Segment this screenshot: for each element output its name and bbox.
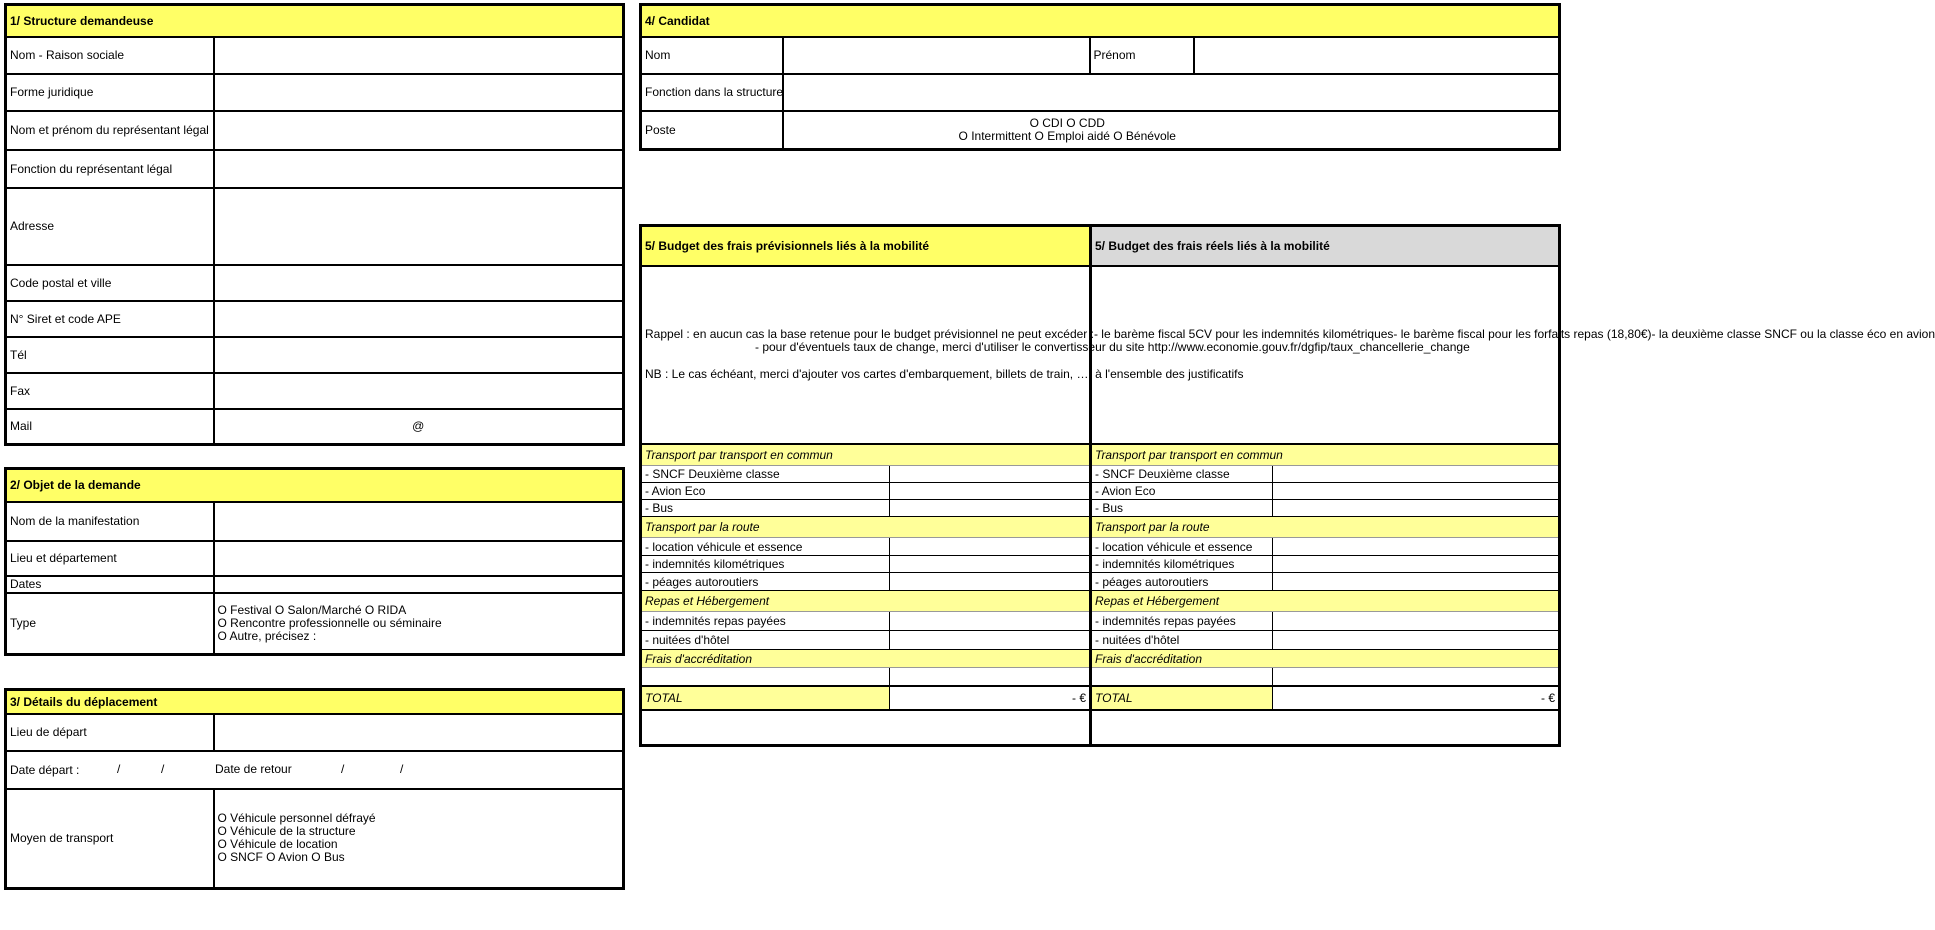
date-separator: / <box>161 761 165 776</box>
amount-field[interactable] <box>1273 483 1560 500</box>
line-label: - indemnités repas payées <box>1091 612 1273 631</box>
section-candidat <box>639 3 1561 151</box>
line-label: - Bus <box>1091 500 1273 517</box>
category-label: Repas et Hébergement <box>641 591 1091 612</box>
line-label: - SNCF Deuxième classe <box>641 466 890 483</box>
category-label: Transport par la route <box>641 517 1091 538</box>
section-title: 4/ Candidat <box>641 5 1560 37</box>
section-title: 2/ Objet de la demande <box>6 469 624 502</box>
rappel-note <box>641 266 1935 444</box>
fonction-representant-field[interactable] <box>214 150 624 188</box>
date-depart-label: Date départ : <box>10 762 80 777</box>
total-label: TOTAL <box>641 686 890 710</box>
line-label: - nuitées d'hôtel <box>1091 631 1273 650</box>
blank-row <box>1091 710 1560 746</box>
poste-option-line[interactable]: O CDI O CDD <box>1029 115 1105 130</box>
line-label: - péages autoroutiers <box>641 573 890 591</box>
amount-field[interactable] <box>890 466 1091 483</box>
type-option[interactable]: O Rencontre professionnelle ou séminaire <box>217 615 442 630</box>
moyen-option[interactable]: O Véhicule de la structure <box>217 824 356 839</box>
blank-area <box>1091 266 1560 444</box>
moyen-option[interactable]: O Véhicule de location <box>217 837 338 852</box>
amount-field[interactable] <box>1273 466 1560 483</box>
line-label: - SNCF Deuxième classe <box>1091 466 1273 483</box>
line-label: - indemnités repas payées <box>641 612 890 631</box>
amount-field[interactable] <box>890 500 1091 517</box>
accreditation-label-field[interactable] <box>641 668 890 686</box>
prenom-field[interactable] <box>1194 37 1560 74</box>
row-label: Nom - Raison sociale <box>6 37 214 74</box>
raison-sociale-field[interactable] <box>214 37 624 74</box>
amount-field[interactable] <box>1273 538 1560 556</box>
adresse-field[interactable] <box>214 188 624 265</box>
row-label: Lieu et département <box>6 541 214 576</box>
row-label: Adresse <box>6 188 214 265</box>
lieu-depart-field[interactable] <box>214 714 624 751</box>
tel-field[interactable] <box>214 337 624 373</box>
line-label: - location véhicule et essence <box>1091 538 1273 556</box>
row-label: Mail <box>6 409 214 445</box>
line-label: - location véhicule et essence <box>641 538 890 556</box>
total-value: - € <box>1273 686 1560 710</box>
amount-field[interactable] <box>890 483 1091 500</box>
total-label: TOTAL <box>1091 686 1273 710</box>
row-label: Fonction dans la structure <box>641 74 783 111</box>
fonction-field[interactable] <box>783 74 1560 111</box>
row-label: N° Siret et code APE <box>6 301 214 337</box>
row-label: Lieu de départ <box>6 714 214 751</box>
amount-field[interactable] <box>1273 612 1560 631</box>
rappel-text: Rappel : en aucun cas la base retenue pour le budget prévisionnel ne peut excéder :- le barème fiscal 5CV pour les indemnités kilométriques- le barème fiscal pour les forfaits repas (18,80€)- la deuxième classe SNCF ou la classe éco en avion <box>645 327 1935 341</box>
category-label: Frais d'accréditation <box>1091 650 1560 668</box>
row-label: Prénom <box>1090 37 1194 74</box>
amount-field[interactable] <box>890 556 1091 573</box>
lieu-field[interactable] <box>214 541 624 576</box>
amount-field[interactable] <box>1273 556 1560 573</box>
section-structure-demandeuse <box>4 3 625 446</box>
category-label: Frais d'accréditation <box>641 650 1091 668</box>
moyen-option[interactable]: O Véhicule personnel défrayé <box>217 811 376 826</box>
category-label: Transport par transport en commun <box>641 444 1091 466</box>
date-retour-label: Date de retour <box>215 761 292 776</box>
type-option[interactable]: O Autre, précisez : <box>217 628 317 643</box>
change-text: - pour d'éventuels taux de change, merci d'utiliser le convertisseur du site http://www.economie.gouv.fr/dgfip/taux_chancellerie_change <box>755 340 1470 354</box>
section-title: 3/ Détails du déplacement <box>6 690 624 714</box>
blank-row <box>641 710 1091 746</box>
dates-row[interactable] <box>6 751 624 789</box>
amount-field[interactable] <box>890 631 1091 650</box>
nb-text: NB : Le cas échéant, merci d'ajouter vos cartes d'embarquement, billets de train, …, à l'ensemble des justificatifs <box>645 367 1244 381</box>
line-label: - indemnités kilométriques <box>1091 556 1273 573</box>
manifestation-field[interactable] <box>214 502 624 541</box>
row-label: Fonction du représentant légal <box>6 150 214 188</box>
category-label: Transport par transport en commun <box>1091 444 1560 466</box>
type-options[interactable] <box>214 593 624 655</box>
at-sign: @ <box>412 419 425 434</box>
code-postal-field[interactable] <box>214 265 624 301</box>
amount-field[interactable] <box>890 612 1091 631</box>
amount-field[interactable] <box>1273 668 1560 686</box>
row-label: Forme juridique <box>6 74 214 111</box>
dates-field[interactable] <box>214 576 624 593</box>
amount-field[interactable] <box>890 573 1091 591</box>
accreditation-label-field[interactable] <box>1091 668 1273 686</box>
date-separator: / <box>117 761 121 776</box>
moyen-options[interactable] <box>214 789 624 889</box>
section-details-deplacement <box>4 688 625 890</box>
poste-option-line[interactable]: O Intermittent O Emploi aidé O Bénévole <box>958 128 1176 143</box>
mail-field[interactable] <box>214 409 624 445</box>
amount-field[interactable] <box>890 668 1091 686</box>
section-objet-demande <box>4 467 625 656</box>
representant-field[interactable] <box>214 111 624 150</box>
row-label: Code postal et ville <box>6 265 214 301</box>
row-label: Nom de la manifestation <box>6 502 214 541</box>
date-separator: / <box>400 761 404 776</box>
line-label: - nuitées d'hôtel <box>641 631 890 650</box>
row-label: Dates <box>6 576 214 593</box>
moyen-option[interactable]: O SNCF O Avion O Bus <box>217 850 345 865</box>
line-label: - indemnités kilométriques <box>641 556 890 573</box>
row-label: Fax <box>6 373 214 409</box>
line-label: - Bus <box>641 500 890 517</box>
section-title: 5/ Budget des frais réels liés à la mobilité <box>1091 226 1560 266</box>
row-label: Poste <box>641 111 783 150</box>
siret-field[interactable] <box>214 301 624 337</box>
total-value: - € <box>890 686 1091 710</box>
line-label: - Avion Eco <box>641 483 890 500</box>
budget-reel-table <box>1089 224 1561 747</box>
row-label: Nom <box>641 37 783 74</box>
line-label: - Avion Eco <box>1091 483 1273 500</box>
nom-field[interactable] <box>783 37 1090 74</box>
category-label: Repas et Hébergement <box>1091 591 1560 612</box>
date-separator: / <box>341 761 345 776</box>
section-title: 1/ Structure demandeuse <box>6 5 624 37</box>
row-label: Type <box>6 593 214 655</box>
type-option[interactable]: O Festival O Salon/Marché O RIDA <box>217 602 407 617</box>
poste-options[interactable] <box>783 111 1560 150</box>
category-label: Transport par la route <box>1091 517 1560 538</box>
section-title: 5/ Budget des frais prévisionnels liés à la mobilité <box>641 226 1091 266</box>
fax-field[interactable] <box>214 373 624 409</box>
row-label: Moyen de transport <box>6 789 214 889</box>
amount-field[interactable] <box>1273 500 1560 517</box>
amount-field[interactable] <box>890 538 1091 556</box>
amount-field[interactable] <box>1273 631 1560 650</box>
amount-field[interactable] <box>1273 573 1560 591</box>
line-label: - péages autoroutiers <box>1091 573 1273 591</box>
row-label: Tél <box>6 337 214 373</box>
row-label: Nom et prénom du représentant légal <box>6 111 214 150</box>
forme-juridique-field[interactable] <box>214 74 624 111</box>
